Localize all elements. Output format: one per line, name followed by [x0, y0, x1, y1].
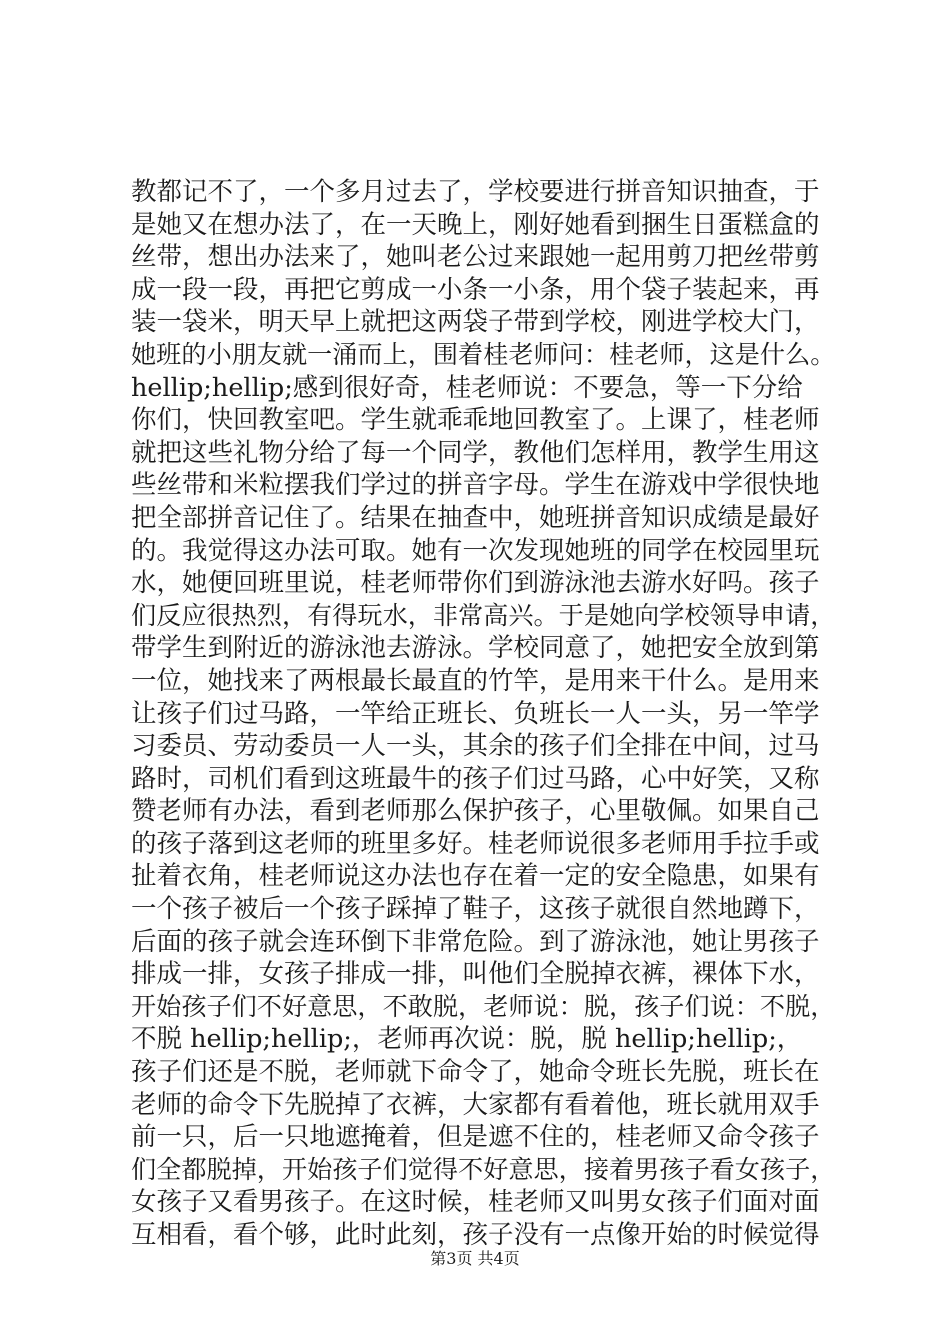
text-line: 们全都脱掉，开始孩子们觉得不好意思，接着男孩子看女孩子， — [131, 1154, 836, 1184]
text-line: 后面的孩子就会连环倒下非常危险。到了游泳池，她让男孩子 — [131, 926, 820, 957]
text-line: 是她又在想办法了，在一天晚上，刚好她看到捆生日蛋糕盒的 — [131, 209, 820, 240]
text-line: 教都记不了，一个多月过去了，学校要进行拼音知识抽查，于 — [131, 177, 820, 207]
text-line: 些丝带和米粒摆我们学过的拼音字母。学生在游戏中学很快地 — [131, 470, 820, 501]
text-line: 女孩子又看男孩子。在这时候，桂老师又叫男女孩子们面对面 — [131, 1187, 820, 1218]
text-line: 带学生到附近的游泳池去游泳。学校同意了，她把安全放到第 — [131, 633, 820, 664]
text-line: 老师的命令下先脱掉了衣裤，大家都有看着他，班长就用双手 — [131, 1089, 820, 1120]
page-footer: 第3页 共4页 — [430, 1249, 520, 1268]
text-line: 丝带，想出办法来了，她叫老公过来跟她一起用剪刀把丝带剪 — [131, 242, 820, 273]
text-line: 你们，快回教室吧。学生就乖乖地回教室了。上课了，桂老师 — [131, 405, 820, 436]
text-line: 赞老师有办法，看到老师那么保护孩子，心里敬佩。如果自己 — [131, 796, 820, 827]
text-line: 她班的小朋友就一涌而上，围着桂老师问：桂老师，这是什么。 — [131, 339, 836, 369]
text-line: hellip;hellip;感到很好奇，桂老师说：不要急，等一下分给 — [131, 372, 803, 403]
text-line: 前一只，后一只地遮掩着，但是遮不住的，桂老师又命令孩子 — [131, 1122, 820, 1153]
text-line: 排成一排，女孩子排成一排，叫他们全脱掉衣裤，裸体下水， — [131, 959, 820, 990]
body-text — [131, 176, 836, 1252]
text-line: 互相看，看个够，此时此刻，孩子没有一点像开始的时候觉得 — [131, 1220, 820, 1250]
text-line: 路时，司机们看到这班最牛的孩子们过马路，心中好笑，又称 — [131, 763, 820, 794]
text-line: 扯着衣角，桂老师说这办法也存在着一定的安全隐患，如果有 — [131, 861, 820, 892]
text-line: 的。我觉得这办法可取。她有一次发现她班的同学在校园里玩 — [131, 535, 820, 566]
text-line: 一个孩子被后一个孩子踩掉了鞋子，这孩子就很自然地蹲下， — [131, 894, 820, 925]
text-line: 让孩子们过马路，一竿给正班长、负班长一人一头，另一竿学 — [131, 698, 820, 729]
text-line: 就把这些礼物分给了每一个同学，教他们怎样用，教学生用这 — [131, 437, 820, 468]
text-line: 开始孩子们不好意思，不敢脱，老师说：脱，孩子们说：不脱， — [131, 991, 836, 1021]
text-line: 把全部拼音记住了。结果在抽查中，她班拼音知识成绩是最好 — [131, 502, 820, 533]
text-line: 们反应很热烈，有得玩水，非常高兴。于是她向学校领导申请， — [131, 600, 836, 630]
text-line: 成一段一段，再把它剪成一小条一小条，用个袋子装起来，再 — [131, 274, 820, 305]
text-line: 一位，她找来了两根最长最直的竹竿，是用来干什么。是用来 — [131, 665, 820, 696]
text-line: 习委员、劳动委员一人一头，其余的孩子们全排在中间，过马 — [131, 731, 820, 762]
text-line: 孩子们还是不脱，老师就下命令了，她命令班长先脱，班长在 — [131, 1057, 820, 1088]
text-line: 不脱 hellip;hellip;，老师再次说：脱，脱 hellip;hellip;， — [131, 1024, 803, 1055]
text-line: 水，她便回班里说，桂老师带你们到游泳池去游水好吗。孩子 — [131, 568, 820, 599]
text-line: 的孩子落到这老师的班里多好。桂老师说很多老师用手拉手或 — [131, 828, 820, 859]
text-line: 装一袋米，明天早上就把这两袋子带到学校，刚进学校大门， — [131, 307, 820, 338]
